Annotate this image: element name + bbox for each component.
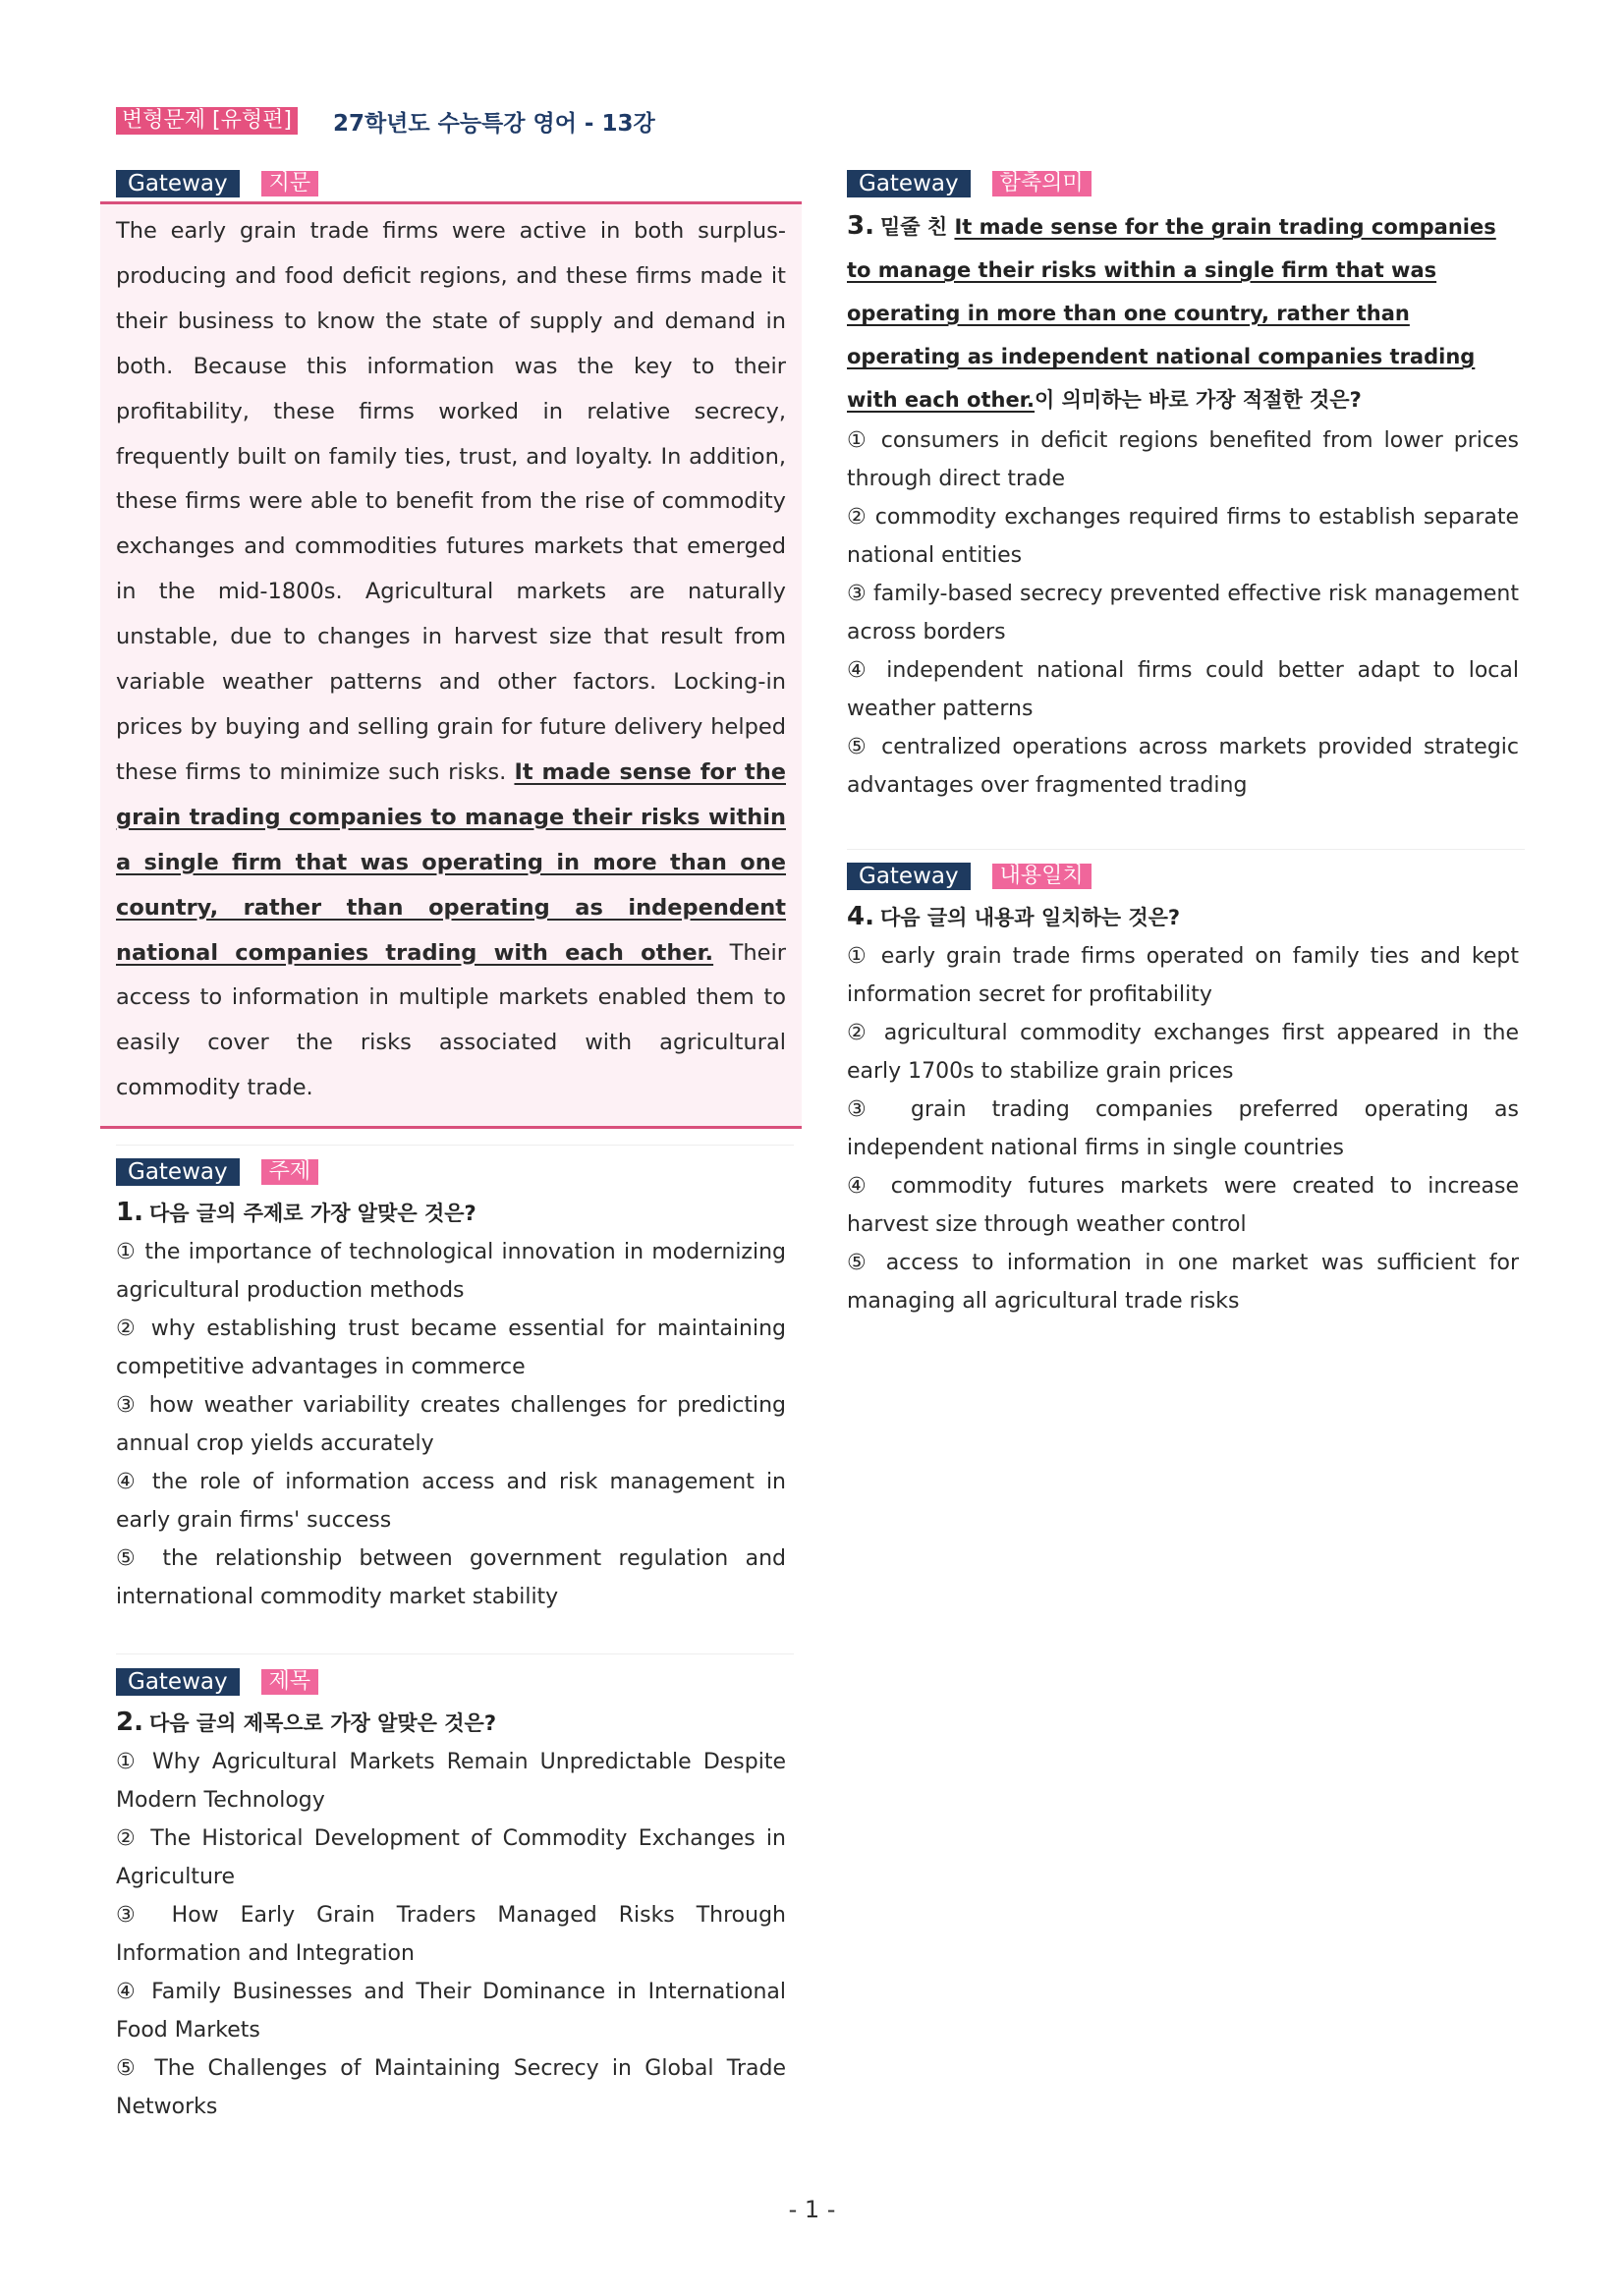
option-2[interactable]: ② The Historical Development of Commodity Exchanges in Agriculture [116,1826,786,1889]
question-3 [847,169,1519,805]
question-1 [116,1157,786,1616]
option-4[interactable]: ④ the role of information access and risk management in early grain firms' success [116,1470,786,1533]
option-5[interactable]: ⑤ access to information in one market was sufficient for managing all agricultural trade risks [847,1251,1519,1314]
page-title: 27학년도 수능특강 영어 - 13강 [332,110,655,137]
question-suffix: 이 의미하는 바로 가장 적절한 것은? [1035,388,1362,412]
option-1[interactable]: ① early grain trade firms operated on family ties and kept information secret for profitability [847,944,1519,1007]
passage-part-2: Their access to information in multiple markets enabled them to easily cover the risks associated with agricultural commodity trade. [116,939,786,1101]
option-1[interactable]: ① consumers in deficit regions benefited from lower prices through direct trade [847,428,1519,491]
question-stem [847,204,1519,421]
question-text: 다음 글의 주제로 가장 알맞은 것은? [148,1202,476,1225]
question-underlined: It made sense for the grain trading companies to manage their risks within a single firm that was operating in more than one country, rather than operating as independent national companies trading with each other. [847,215,1496,412]
passage-underlined: It made sense for the grain trading companies to manage their risks within a single firm that was operating in more than one country, rather than operating as independent national companies trading with each other. [116,758,786,966]
option-4[interactable]: ④ independent national firms could better adapt to local weather patterns [847,658,1519,721]
option-2[interactable]: ② commodity exchanges required firms to establish separate national entities [847,505,1519,568]
question-number: 3. [847,211,874,241]
type-badge: 변형문제 [유형편] [116,107,298,135]
question-stem [116,1193,786,1233]
question-stem [847,897,1519,937]
option-3[interactable]: ③ family-based secrecy prevented effective risk management across borders [847,582,1519,644]
question-4 [847,862,1519,1320]
options-list [116,1743,786,2126]
option-3[interactable]: ③ grain trading companies preferred operating as independent national firms in single countries [847,1097,1519,1160]
option-4[interactable]: ④ commodity futures markets were created to increase harvest size through weather control [847,1174,1519,1237]
question-2 [116,1667,786,2126]
question-text: 다음 글의 내용과 일치하는 것은? [879,906,1181,929]
page-number: - 1 - [788,2196,836,2223]
option-1[interactable]: ① Why Agricultural Markets Remain Unpredictable Despite Modern Technology [116,1750,786,1813]
divider [116,1145,794,1146]
divider [847,849,1525,850]
section-tag: 함축의미 [992,171,1092,196]
passage-tags [116,169,318,198]
options-list [847,937,1519,1320]
section-tag: 제목 [261,1669,319,1695]
options-list [847,421,1519,805]
section-tag: 주제 [261,1159,319,1185]
gateway-label: Gateway [847,170,971,197]
question-text: 다음 글의 제목으로 가장 알맞은 것은? [148,1711,496,1735]
option-4[interactable]: ④ Family Businesses and Their Dominance in International Food Markets [116,1980,786,2043]
divider [116,1653,794,1654]
gateway-label: Gateway [116,170,240,197]
option-5[interactable]: ⑤ the relationship between government regulation and international commodity market stability [116,1546,786,1609]
gateway-label: Gateway [116,1158,240,1186]
page-header [116,106,655,136]
section-tag: 지문 [261,171,319,196]
question-prefix: 밑줄 친 [879,215,955,239]
question-number: 2. [116,1708,143,1737]
option-3[interactable]: ③ how weather variability creates challenges for predicting annual crop yields accurately [116,1393,786,1456]
option-2[interactable]: ② agricultural commodity exchanges first appeared in the early 1700s to stabilize grain prices [847,1021,1519,1084]
passage-part-1: The early grain trade firms were active in both surplus-producing and food deficit regions, and these firms made it their business to know the state of supply and demand in both. Because this information was the key to their profitability, these firms worked in relative secrecy, frequently built on family ties, trust, and loyalty. In addition, these firms were able to benefit from the rise of commodity exchanges and commodities futures markets that emerged in the mid-1800s. Agricultural markets are naturally unstable, due to changes in harvest size that result from variable weather patterns and other factors. Locking-in prices by buying and selling grain for future delivery helped these firms to minimize such risks. [116,218,786,785]
section-tag: 내용일치 [992,864,1092,889]
question-number: 1. [116,1198,143,1227]
gateway-label: Gateway [116,1668,240,1696]
gateway-label: Gateway [847,863,971,890]
option-3[interactable]: ③ How Early Grain Traders Managed Risks Through Information and Integration [116,1903,786,1966]
question-number: 4. [847,902,874,931]
option-5[interactable]: ⑤ The Challenges of Maintaining Secrecy in Global Trade Networks [116,2056,786,2119]
option-1[interactable]: ① the importance of technological innovation in modernizing agricultural production methods [116,1240,786,1303]
options-list [116,1233,786,1616]
option-2[interactable]: ② why establishing trust became essential for maintaining competitive advantages in commerce [116,1316,786,1379]
question-stem [116,1703,786,1743]
option-5[interactable]: ⑤ centralized operations across markets provided strategic advantages over fragmented trading [847,735,1519,798]
passage-text [116,209,786,1111]
